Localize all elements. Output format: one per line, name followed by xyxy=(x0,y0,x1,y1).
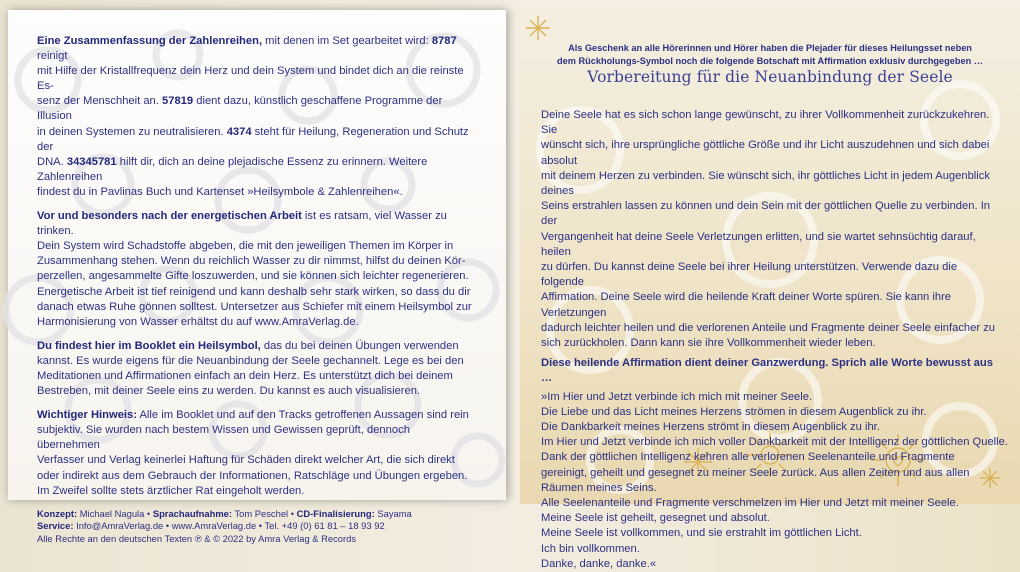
affirmation: »Im Hier und Jetzt verbinde ich mich mit meiner Seele. Die Liebe und das Licht meines Herzens strömen in diesem Augenblick zu ihr. Die Dankbarkeit meines Herzens strömt in diesem Augenblick zu ihr. Im Hier und Jetzt verbinde ich mich voller Dankbarkeit mit der Intelligenz der göttlichen Quelle. Dank der göttlichen Intelligenz kehren alle verlorenen Seelenanteile und Fragmente gereinigt, geheilt und gesegnet zu meiner Seele zurück. Aus allen Zeiten und aus allen Räumen meines Seins. Alle Seelenanteile und Fragmente verschmelzen im Hier und Jetzt mit meiner Seele. Meine Seele ist geheilt, gesegnet und absolut. Meine Seele ist vollkommen, und sie erstrahlt im göttlichen Licht. Ich bin vollkommen. Danke, danke, danke.« xyxy=(541,390,1008,570)
credits: Konzept: Michael Nagula • Sprachaufnahme: Tom Peschel • CD-Finalisierung: Sayama Service: Info@AmraVerlag.de • www.AmraVerlag.de • Tel. +49 (0) 61 81 – 18 93 92 Alle Rechte an den deutschen Texten ℗ & © 2022 by Amra Verlag & Records xyxy=(37,507,412,544)
page-title: Vorbereitung für die Neuanbindung der Seele xyxy=(587,68,953,86)
left-text-column xyxy=(37,34,473,546)
right-page xyxy=(520,0,1020,570)
paragraph-lead: Vor und besonders nach der energetischen Arbeit xyxy=(37,210,302,223)
left-page xyxy=(8,10,506,544)
paragraph-hinweis: Wichtiger Hinweis: Alle im Booklet und auf den Tracks getroffenen Aussagen sind rein subjektiv. Sie wurden nach bestem Wissen und Gewissen geprüft, dennoch übernehmen Verfasser und Verlag keinerlei Haftung für Schäden direkt welcher Art, die sich direkt oder indirekt aus dem Gebrauch der Informationen, Ratschläge und Übungen ergeben. Im Zweifel sollte stets ärztlicher Rat eingeholt werden. xyxy=(37,409,469,497)
paragraph-lead: Du findest hier im Booklet ein Heilsymbol, xyxy=(37,339,261,352)
paragraph-wasser: Vor und besonders nach der energetischen Arbeit ist es ratsam, viel Wasser zu trinken. Dein System wird Schadstoffe abgeben, die mit den jeweiligen Themen im Körper in Zusammenhang stehen. Wenn du reichlich Wasser zu dir nimmst, hilfst du deinen Kör- perzellen, angesammelte Gifte loszuwerden, und sie können sich leichter regenerieren. Energetische Arbeit ist tief reinigend und kann deshalb sehr stark wirken, so dass du dir danach etwas Ruhe gönnen solltest. Untersetzer aus Schiefer mit einem Heilsymbol zur Harmonisierung von Wasser erhältst du auf www.AmraVerlag.de. xyxy=(37,210,472,328)
intro-text: Als Geschenk an alle Hörerinnen und Hörer haben die Plejader für dieses Heilungsset neben dem Rückholungs-Symbol noch die folgende Botschaft mit Affirmation exklusiv durchgegeben … xyxy=(557,43,983,66)
paragraph-lead: Eine Zusammenfassung der Zahlenreihen, xyxy=(37,35,263,47)
paragraph-heilsymbol: Du findest hier im Booklet ein Heilsymbol, das du bei deinen Übungen verwenden kannst. Es wurde eigens für die Neuanbindung der Seele gechannelt. Lege es bei den Meditationen und Affirmationen einfach an dein Herz. Es unterstützt dich bei deinem Bestreben, mit deiner Seele eins zu werden. Du kannst es auch visualisieren. xyxy=(37,339,464,398)
paragraph-lead: Wichtiger Hinweis: xyxy=(37,409,137,422)
copyright-line: Alle Rechte an den deutschen Texten ℗ & © 2022 by Amra Verlag & Records xyxy=(37,532,357,544)
affirmation-intro: Diese heilende Affirmation dient deiner Ganzwerdung. Sprich alle Worte bewusst aus … xyxy=(541,357,993,385)
paragraph-zahlenreihen: Eine Zusammenfassung der Zahlenreihen, mit denen im Set gearbeitet wird: 8787 reinigt mit Hilfe der Kristallfrequenz dein Herz und dein System und bindet dich an die reinste Es- senz der Menschheit an. 57819 dient dazu, künstlich geschaffene Programme der Illusion in deinen Systemen zu neutralisieren. 4374 steht für Heilung, Regeneration und Schutz der DNA. 34345781 hilft dir, dich an deine plejadische Essenz zu erinnern. Weitere Zahlenreihen findest du in Pavlinas Buch und Kartenset »Heilsymbole & Zahlenreihen«. xyxy=(37,35,469,198)
message-text: Deine Seele hat es sich schon lange gewünscht, zu ihrer Vollkommenheit zurückzukehren. Sie wünscht sich, ihre ursprüngliche göttliche Größe und ihr Licht auszudehnen und sich dabei absolut mit deinem Herzen zu verbinden. Sie wünscht sich, ihr göttliches Licht in jedem Augenblick deines Seins erstrahlen lassen zu können und dein Sein mit der göttlichen Quelle zu verbinden. In der Vergangenheit hat deine Seele Verletzungen erlitten, und sie wartet sehnsüchtig darauf, heilen zu dürfen. Du kannst deine Seele bei ihrer Heilung unterstützen. Verwende dazu die folgende Affirmation. Deine Seele wird die heilende Kraft deiner Worte spüren. Sie kann ihre Verletzungen dadurch leichter heilen und die verlorenen Anteile und Fragmente deiner Seele einfacher zu sich zurückholen. Dann kann sie ihre Vollkommenheit wieder leben. Diese heilende Affirmation dient deiner Ganzwerdung. Sprich alle Worte bewusst aus … »Im Hier und Jetzt verbinde ich mich mit meiner Seele. Die Liebe und das Licht meines Herzens strömen in diesem Augenblick zu ihr. Die Dankbarkeit meines Herzens strömt in diesem Augenblick zu ihr. Im Hier und Jetzt verbinde ich mich voller Dankbarkeit mit der Intelligenz der göttlichen Quelle. Dank der göttlichen Intelligenz kehren alle verlorenen Seelenanteile und Fragmente gereinigt, geheilt und gesegnet zu meiner Seele zurück. Aus allen Zeiten und aus allen Räumen meines Seins. Alle Seelenanteile und Fragmente verschmelzen im Hier und Jetzt mit meiner Seele. Meine Seele ist geheilt, gesegnet und absolut. Meine Seele ist vollkommen, und sie erstrahlt im göttlichen Licht. Ich bin vollkommen. Danke, danke, danke.« xyxy=(541,108,997,572)
